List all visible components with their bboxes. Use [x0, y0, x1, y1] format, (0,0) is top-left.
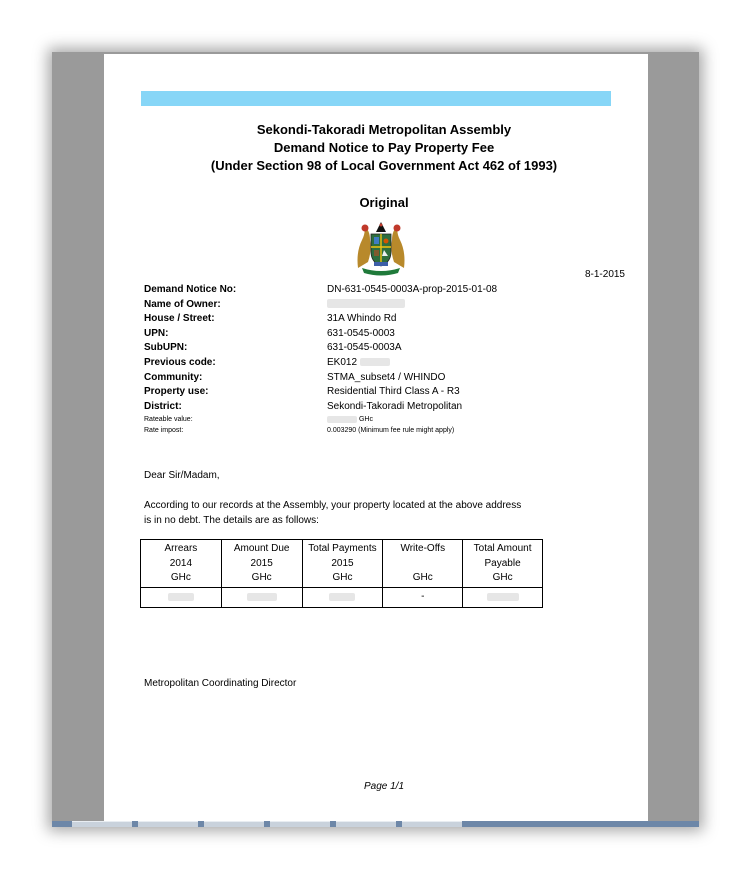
col-arrears-line3: GHc	[170, 572, 191, 583]
rateable-label: Rateable value:	[144, 416, 193, 424]
col-amount-due	[221, 540, 302, 588]
total-payments-cell	[302, 588, 383, 608]
page-number: Page 1/1	[363, 781, 405, 792]
assembly-name: Sekondi-Takoradi Metropolitan Assembly	[256, 122, 512, 137]
col-total-payments-line2: 2015	[331, 557, 354, 569]
write-offs-cell: -	[383, 588, 463, 608]
copy-label: Original	[359, 195, 409, 210]
community-value: STMA_subset4 / WHINDO	[327, 371, 446, 383]
detail-label: Name of Owner:	[144, 298, 221, 310]
legal-reference: (Under Section 98 of Local Government Act 462 of 1993)	[210, 158, 558, 173]
col-total-payments-line1: Total Payments	[308, 543, 377, 554]
redacted-value	[329, 593, 355, 601]
previous-code-text: EK012	[327, 356, 358, 368]
taskbar-button[interactable]	[72, 821, 132, 827]
rateable-unit: GHc	[358, 416, 373, 424]
total-payable-cell	[463, 588, 543, 608]
col-total-payments	[302, 540, 383, 588]
property-details	[144, 283, 564, 436]
redacted-value	[487, 593, 519, 601]
detail-label: District:	[144, 400, 182, 412]
col-arrears-line1: Arrears	[164, 543, 198, 554]
col-write-offs-line3: GHc	[412, 572, 433, 583]
detail-label: SubUPN:	[144, 342, 188, 354]
body-line-2: is in no debt. The details are as follows:	[144, 515, 319, 526]
subupn-value: 631-0545-0003A	[327, 342, 402, 354]
rate-impost-value: 0.003290 (Minimum fee rule might apply)	[327, 427, 455, 435]
detail-label: Property use:	[144, 386, 209, 398]
detail-row-property-use	[144, 385, 564, 400]
detail-label: Community:	[144, 371, 203, 383]
detail-row-notice-no	[144, 283, 564, 298]
notice-title: Demand Notice to Pay Property Fee	[273, 140, 495, 155]
coat-of-arms-icon	[352, 218, 410, 276]
col-total-payable-line3: GHc	[492, 572, 513, 583]
owner-name-value	[327, 298, 405, 312]
detail-row-owner	[144, 298, 564, 313]
detail-label: Demand Notice No:	[144, 284, 237, 295]
col-amount-due-line2: 2015	[250, 557, 273, 569]
col-total-payable	[463, 540, 543, 588]
detail-row-upn	[144, 327, 564, 342]
col-write-offs-line2	[383, 557, 462, 572]
redacted-previous-code	[360, 358, 390, 366]
taskbar-button[interactable]	[138, 821, 198, 827]
col-total-payable-line2: Payable	[484, 557, 521, 569]
upn-value: 631-0545-0003	[327, 327, 395, 339]
col-write-offs	[383, 540, 463, 588]
arrears-cell	[141, 588, 222, 608]
street-value: 31A Whindo Rd	[327, 313, 397, 325]
col-amount-due-line1: Amount Due	[233, 543, 290, 554]
body-line-1: According to our records at the Assembly, your property located at the above address	[144, 500, 522, 511]
header-color-bar	[141, 91, 611, 106]
notice-number-value: DN-631-0545-0003A-prop-2015-01-08	[327, 284, 498, 295]
property-use-value: Residential Third Class A - R3	[327, 386, 460, 398]
amount-due-cell	[221, 588, 302, 608]
fee-table	[140, 539, 543, 608]
taskbar-button[interactable]	[270, 821, 330, 827]
detail-label: UPN:	[144, 327, 169, 339]
col-total-payments-line3: GHc	[332, 572, 353, 583]
body-paragraph	[144, 498, 544, 528]
notice-date: 8-1-2015	[584, 269, 625, 280]
col-arrears	[141, 540, 222, 588]
detail-row-subupn	[144, 341, 564, 356]
redacted-owner-name	[327, 299, 405, 308]
col-write-offs-line1: Write-Offs	[400, 543, 446, 554]
signatory-title: Metropolitan Coordinating Director	[144, 678, 297, 689]
table-row	[141, 588, 543, 608]
fee-table-header	[141, 540, 543, 588]
salutation: Dear Sir/Madam,	[144, 470, 220, 481]
detail-row-street	[144, 312, 564, 327]
detail-row-rate-impost	[144, 425, 564, 436]
rateable-value	[327, 414, 373, 425]
col-total-payable-line1: Total Amount	[473, 543, 532, 554]
detail-label: Previous code:	[144, 356, 216, 368]
taskbar-button[interactable]	[336, 821, 396, 827]
rate-impost-label: Rate impost:	[144, 427, 184, 435]
detail-label: House / Street:	[144, 313, 215, 325]
redacted-rateable-value	[327, 416, 357, 423]
previous-code-value	[327, 356, 390, 370]
taskbar	[52, 821, 699, 827]
redacted-value	[168, 593, 194, 601]
detail-row-community	[144, 371, 564, 386]
col-amount-due-line3: GHc	[251, 572, 272, 583]
notice-title-block	[104, 121, 664, 175]
detail-row-district	[144, 400, 564, 415]
taskbar-button[interactable]	[204, 821, 264, 827]
detail-row-rateable	[144, 414, 564, 425]
taskbar-button[interactable]	[402, 821, 462, 827]
district-value: Sekondi-Takoradi Metropolitan	[327, 400, 463, 412]
col-arrears-line2: 2014	[169, 557, 193, 569]
redacted-value	[247, 593, 277, 601]
detail-row-previous-code	[144, 356, 564, 371]
